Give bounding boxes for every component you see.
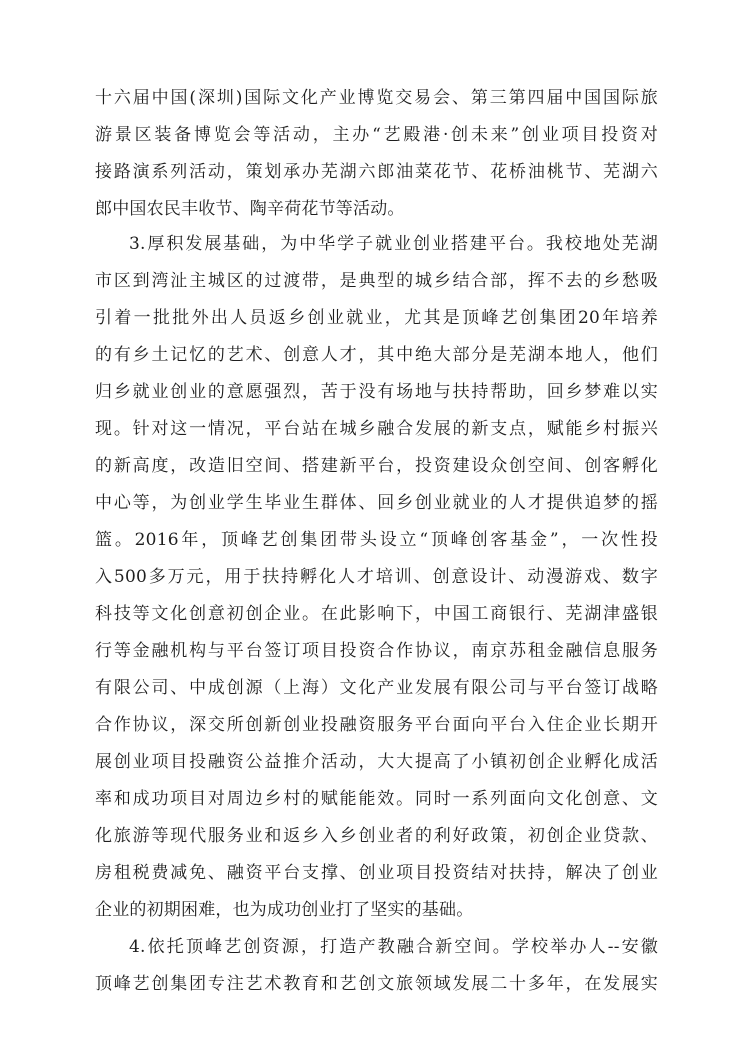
text-line: 中心等，为创业学生毕业生群体、回乡创业就业的人才提供追梦的摇 [95, 493, 658, 513]
text-line: 房租税费减免、融资平台支撑、创业项目投资结对扶持，解决了创业 [95, 863, 658, 883]
text-line: 郎中国农民丰收节、陶辛荷花节等活动。 [95, 199, 405, 219]
text-line: 科技等文化创意初创企业。在此影响下，中国工商银行、芜湖津盛银 [95, 604, 658, 624]
text-line: 合作协议，深交所创新创业投融资服务平台面向平台入住企业长期开 [95, 715, 658, 735]
text-line: 率和成功项目对周边乡村的赋能能效。同时一系列面向文化创意、文 [95, 789, 658, 809]
text-line: 十六届中国(深圳)国际文化产业博览交易会、第三第四届中国国际旅 [95, 88, 658, 108]
text-line: 市区到湾沚主城区的过渡带，是典型的城乡结合部，挥不去的乡愁吸 [95, 271, 658, 291]
text-line: 引着一批批外出人员返乡创业就业，尤其是顶峰艺创集团20年培养 [95, 308, 658, 328]
text-line: 化旅游等现代服务业和返乡入乡创业者的利好政策，初创企业贷款、 [95, 826, 658, 846]
text-line: 游景区装备博览会等活动，主办“艺殿港·创未来”创业项目投资对 [95, 125, 658, 145]
text-line: 篮。2016年，顶峰艺创集团带头设立“顶峰创客基金”，一次性投 [95, 530, 658, 550]
text-line: 入500多万元，用于扶持孵化人才培训、创意设计、动漫游戏、数字 [95, 567, 658, 587]
paragraph-start-line: 3.厚积发展基础，为中华学子就业创业搭建平台。我校地处芜湖 [129, 234, 658, 254]
paragraph-start-line: 4.依托顶峰艺创资源，打造产教融合新空间。学校举办人--安徽 [129, 937, 658, 957]
text-line: 顶峰艺创集团专注艺术教育和艺创文旅领域发展二十多年，在发展实 [95, 974, 658, 994]
text-line: 有限公司、中成创源（上海）文化产业发展有限公司与平台签订战略 [95, 678, 658, 698]
text-line: 的有乡土记忆的艺术、创意人才，其中绝大部分是芜湖本地人，他们 [95, 345, 658, 365]
text-line: 企业的初期困难，也为成功创业打了坚实的基础。 [95, 900, 474, 920]
text-line: 接路演系列活动，策划承办芜湖六郎油菜花节、花桥油桃节、芜湖六 [95, 162, 658, 182]
text-line: 现。针对这一情况，平台站在城乡融合发展的新支点，赋能乡村振兴 [95, 419, 658, 439]
text-line: 的新高度，改造旧空间、搭建新平台，投资建设众创空间、创客孵化 [95, 456, 658, 476]
text-line: 展创业项目投融资公益推介活动，大大提高了小镇初创企业孵化成活 [95, 752, 658, 772]
text-line: 归乡就业创业的意愿强烈，苦于没有场地与扶持帮助，回乡梦难以实 [95, 382, 658, 402]
text-line: 行等金融机构与平台签订项目投资合作协议，南京苏租金融信息服务 [95, 641, 658, 661]
